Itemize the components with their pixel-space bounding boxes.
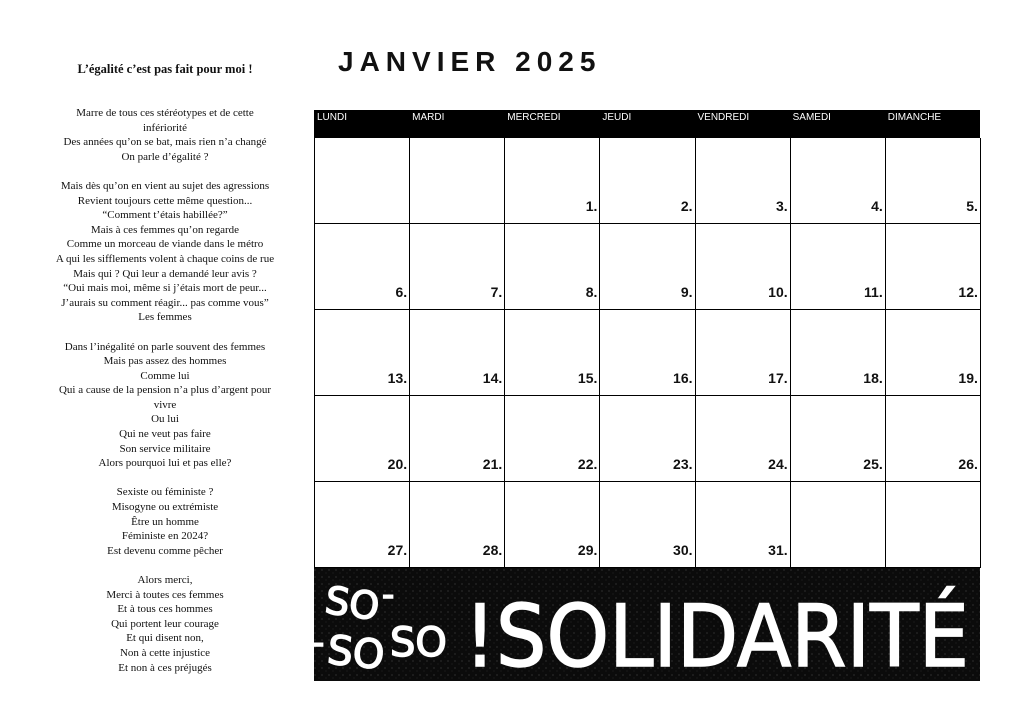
- day-cell: [696, 482, 791, 568]
- day-cell: [505, 482, 600, 568]
- calendar: [314, 110, 980, 568]
- banner-so-1: SO: [322, 577, 383, 630]
- day-cell: [696, 396, 791, 482]
- day-number: 9.: [680, 284, 693, 300]
- poem-line: Et qui disent non,: [126, 632, 204, 645]
- weekday-label: JEUDI: [602, 112, 632, 123]
- day-number: 3.: [775, 198, 788, 214]
- poem-stanza: [20, 485, 310, 558]
- day-number: 16.: [673, 370, 693, 386]
- poem-text: [20, 106, 310, 690]
- day-cell: [505, 224, 600, 310]
- day-cell: [315, 396, 410, 482]
- poem-line: infériorité: [143, 121, 187, 134]
- poem-line: “Oui mais moi, même si j’étais mort de peur...: [63, 282, 267, 295]
- calendar-grid: [314, 138, 980, 568]
- poem-line: Dans l’inégalité on parle souvent des femmes: [64, 340, 266, 353]
- day-cell: [600, 482, 695, 568]
- day-cell: [315, 138, 410, 224]
- banner-so-2: SO: [325, 627, 387, 680]
- day-cell: [791, 396, 886, 482]
- day-cell: [886, 310, 981, 396]
- poem-line: Qui ne veut pas faire: [119, 428, 211, 441]
- weekday-label: DIMANCHE: [887, 112, 942, 123]
- day-number: 6.: [395, 284, 408, 300]
- poem-line: Mais dès qu’on en vient au sujet des agressions: [60, 179, 270, 192]
- banner-dash-1: -: [382, 575, 395, 615]
- day-cell: [315, 310, 410, 396]
- weekday-label: SAMEDI: [792, 112, 831, 123]
- day-cell: [886, 482, 981, 568]
- weekday-label: VENDREDI: [697, 112, 750, 123]
- poem-line: Est devenu comme pêcher: [107, 544, 223, 557]
- poem-stanza: [20, 573, 310, 675]
- poem-stanza: [20, 340, 310, 471]
- poem-line: vivre: [153, 398, 177, 411]
- poem-line: Marre de tous ces stéréotypes et de cette: [76, 107, 254, 119]
- day-number: 20.: [387, 456, 408, 472]
- day-number: 28.: [482, 542, 503, 558]
- day-number: 11.: [864, 284, 883, 300]
- day-number: 2.: [680, 198, 693, 214]
- day-number: 29.: [577, 542, 598, 558]
- day-number: 4.: [871, 198, 883, 214]
- day-cell: [600, 396, 695, 482]
- day-number: 7.: [490, 284, 503, 300]
- day-cell: [600, 138, 695, 224]
- day-cell: [315, 224, 410, 310]
- day-cell: [410, 396, 505, 482]
- day-cell: [410, 224, 505, 310]
- poem-line: Comme lui: [140, 369, 190, 382]
- poem-line: “Comment t’étais habillée?”: [102, 209, 228, 222]
- day-cell: [696, 224, 791, 310]
- day-cell: [315, 482, 410, 568]
- day-cell: [886, 224, 981, 310]
- day-number: 24.: [768, 456, 788, 472]
- day-cell: [410, 138, 505, 224]
- day-cell: [600, 310, 695, 396]
- day-cell: [410, 482, 505, 568]
- day-number: 19.: [958, 370, 978, 386]
- poem-line: Alors merci,: [137, 574, 193, 586]
- poem-line: Et à tous ces hommes: [117, 603, 213, 616]
- poem-line: Des années qu’on se bat, mais rien n’a changé: [63, 136, 267, 149]
- weekday-header: [314, 110, 980, 138]
- day-cell: [696, 310, 791, 396]
- weekday-label: MARDI: [412, 112, 445, 123]
- day-cell: [886, 396, 981, 482]
- poem-line: Être un homme: [131, 515, 199, 528]
- day-cell: [600, 224, 695, 310]
- poem-line: Mais à ces femmes qu’on regarde: [90, 223, 240, 236]
- poem-line: Son service militaire: [119, 442, 211, 455]
- poem-stanza: [20, 106, 310, 164]
- poem-line: Revient toujours cette même question...: [77, 194, 253, 207]
- day-cell: [505, 138, 600, 224]
- banner-solidarite: !SOLIDARITÉ: [464, 587, 1010, 687]
- poem-line: Non à cette injustice: [119, 646, 211, 659]
- day-number: 27.: [387, 542, 408, 558]
- day-number: 23.: [673, 456, 693, 472]
- day-number: 13.: [387, 370, 408, 386]
- poem-line: Et non à ces préjugés: [118, 661, 212, 674]
- day-number: 14.: [482, 370, 503, 386]
- poem-line: Qui a cause de la pension n’a plus d’argent pour: [58, 384, 272, 397]
- poem-line: Les femmes: [138, 311, 192, 324]
- day-number: 18.: [863, 370, 883, 386]
- day-number: 17.: [768, 370, 788, 386]
- banner-so-3: SO: [390, 620, 447, 666]
- day-cell: [791, 482, 886, 568]
- poem-line: On parle d’égalité ?: [121, 150, 209, 163]
- poem-line: Alors pourquoi lui et pas elle?: [98, 457, 232, 470]
- poem-line: Misogyne ou extrémiste: [111, 501, 219, 514]
- poem-line: Qui portent leur courage: [111, 617, 219, 630]
- day-number: 25.: [863, 456, 883, 472]
- day-number: 8.: [585, 284, 598, 300]
- day-number: 22.: [577, 456, 598, 472]
- day-number: 5.: [966, 198, 978, 214]
- banner-dash-2: -: [312, 623, 325, 663]
- poem-title: L’égalité c’est pas fait pour moi !: [77, 62, 253, 76]
- poem-line: Comme un morceau de viande dans le métro: [66, 238, 264, 251]
- day-cell: [505, 396, 600, 482]
- day-cell: [886, 138, 981, 224]
- solidarite-banner: [312, 568, 1010, 687]
- day-number: 21.: [482, 456, 503, 472]
- poem-stanza: [20, 179, 310, 325]
- poem-line: Mais pas assez des hommes: [103, 355, 227, 368]
- day-number: 30.: [673, 542, 693, 558]
- poem-line: Mais qui ? Qui leur a demandé leur avis ?: [73, 267, 257, 280]
- day-number: 31.: [768, 542, 788, 558]
- day-number: 15.: [577, 370, 598, 386]
- poem-line: Féministe en 2024?: [121, 530, 209, 543]
- poem-line: J’aurais su comment réagir... pas comme vous”: [61, 296, 269, 309]
- day-number: 12.: [958, 284, 978, 300]
- weekday-label: MERCREDI: [507, 112, 561, 123]
- day-cell: [696, 138, 791, 224]
- day-cell: [791, 224, 886, 310]
- poem-line: A qui les sifflements volent à chaque coins de rue: [55, 252, 275, 265]
- weekday-label: LUNDI: [317, 112, 348, 123]
- poem-line: Ou lui: [151, 413, 179, 426]
- month-title: JANVIER 2025: [338, 46, 602, 77]
- day-number: 10.: [768, 284, 788, 300]
- day-number: 1.: [585, 198, 598, 214]
- poem-line: Sexiste ou féministe ?: [116, 486, 214, 499]
- poem-line: Merci à toutes ces femmes: [106, 588, 224, 601]
- day-cell: [791, 138, 886, 224]
- day-cell: [791, 310, 886, 396]
- day-number: 26.: [958, 456, 978, 472]
- day-cell: [505, 310, 600, 396]
- day-cell: [410, 310, 505, 396]
